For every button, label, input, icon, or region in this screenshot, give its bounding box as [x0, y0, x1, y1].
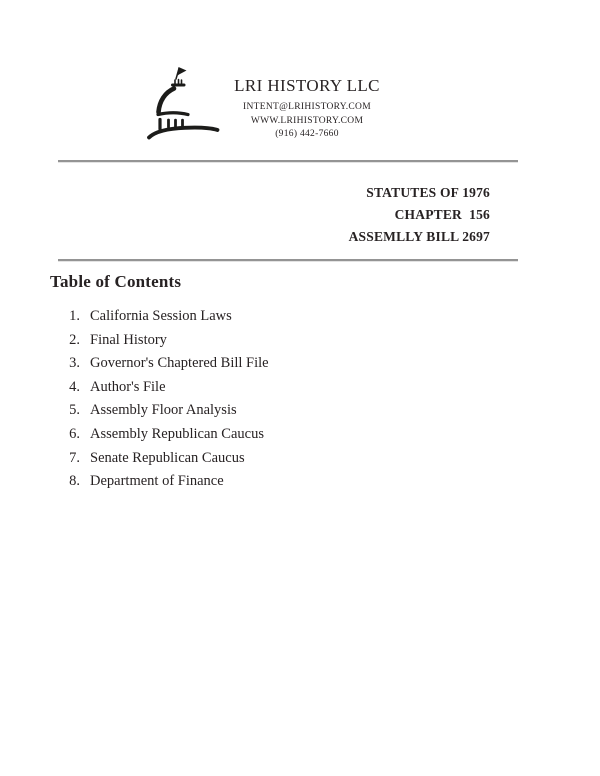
bill-line: ASSEMLLY BILL 2697	[348, 229, 490, 244]
letterhead-text	[232, 60, 382, 142]
toc-item	[64, 427, 269, 442]
website-text: WWW.LRIHISTORY.COM	[250, 115, 364, 126]
toc-item-label: California Session Laws	[90, 308, 232, 324]
company-name: LRI HISTORY LLC	[234, 76, 380, 95]
toc-item-number: 2.	[69, 331, 80, 348]
toc-item	[64, 451, 269, 466]
toc-item-label: Final History	[90, 331, 167, 348]
toc-item-label: Author's File	[90, 378, 166, 395]
toc-item	[64, 380, 269, 395]
letterhead	[146, 60, 382, 142]
toc-item	[64, 403, 269, 418]
toc-item-label: Department of Finance	[90, 473, 224, 490]
toc-list	[64, 309, 269, 498]
toc-item-label: Governor's Chaptered Bill File	[90, 355, 269, 372]
toc-item-number: 8.	[69, 473, 80, 490]
toc-item-number: 5.	[69, 402, 80, 419]
toc-item	[64, 356, 269, 371]
toc-item-number: 7.	[69, 449, 80, 466]
toc-item-label: Assembly Floor Analysis	[90, 402, 237, 419]
phone-text: (916) 442-7660	[275, 129, 339, 139]
chapter-line: CHAPTER 156	[394, 207, 490, 222]
capitol-dome-logo-icon	[146, 62, 222, 140]
statutes-line: STATUTES OF 1976	[366, 185, 490, 200]
toc-item-number: 3.	[69, 355, 80, 372]
bill-reference-block	[349, 182, 490, 248]
toc-item-label: Assembly Republican Caucus	[90, 425, 264, 442]
toc-item-label: Senate Republican Caucus	[90, 449, 245, 466]
toc-item	[64, 474, 269, 489]
toc-item-number: 4.	[69, 378, 80, 395]
email-text: INTENT@LRIHISTORY.COM	[243, 102, 371, 112]
toc-item-number: 6.	[69, 425, 80, 442]
toc-item	[64, 333, 269, 348]
divider-top	[58, 160, 518, 163]
toc-item-number: 1.	[69, 308, 80, 324]
toc-item	[64, 309, 269, 324]
toc-heading: Table of Contents	[50, 272, 182, 291]
divider-bottom	[58, 259, 518, 262]
